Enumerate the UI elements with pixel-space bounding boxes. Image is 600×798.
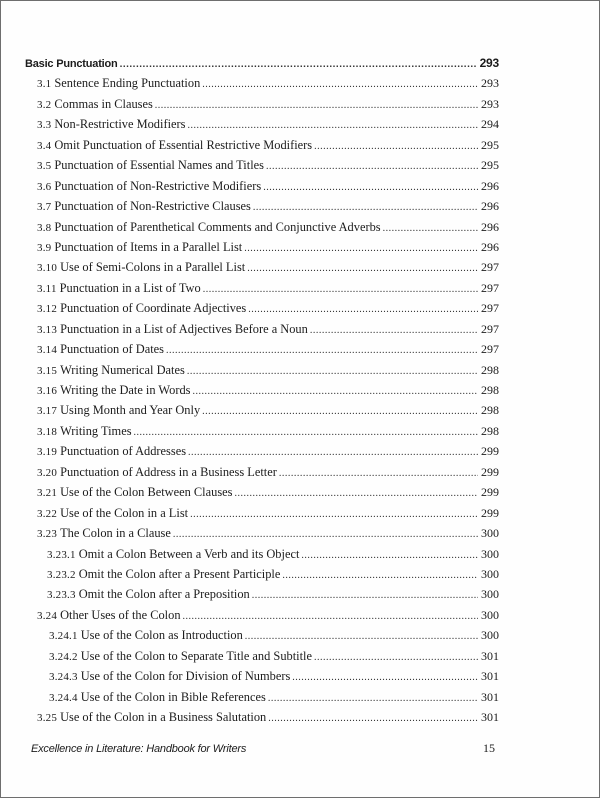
toc-entry-title: Punctuation of Non-Restrictive Clauses <box>54 199 251 214</box>
toc-entry-title: Use of the Colon in Bible References <box>80 689 266 704</box>
toc-entry-number: 3.24.4 <box>49 691 78 704</box>
toc-entry-title: Use of the Colon Between Clauses <box>60 485 233 500</box>
toc-entry[interactable] <box>25 135 499 155</box>
table-of-contents <box>25 53 499 727</box>
toc-entry-page-number: 301 <box>481 710 499 724</box>
toc-entry-title: Punctuation of Essential Names and Titles <box>54 158 264 173</box>
toc-entry[interactable] <box>25 278 499 298</box>
toc-entry-title: Writing Numerical Dates <box>60 362 185 377</box>
toc-entry[interactable] <box>25 155 499 175</box>
dot-leader <box>202 402 478 422</box>
toc-entry-title: Omit a Colon Between a Verb and its Object <box>78 546 300 561</box>
toc-entry[interactable] <box>25 237 499 257</box>
page-footer <box>31 741 495 756</box>
toc-entry-number: 3.21 <box>37 487 58 500</box>
toc-entry[interactable] <box>25 482 499 502</box>
toc-entry-title: Punctuation of Coordinate Adjectives <box>60 301 247 316</box>
toc-entry[interactable] <box>25 687 499 707</box>
toc-entry-number: 3.24 <box>37 609 58 622</box>
toc-entry-number: 3.9 <box>37 241 52 254</box>
dot-leader <box>301 546 478 566</box>
dot-leader <box>244 239 478 259</box>
toc-entry-title: Punctuation of Items in a Parallel List <box>54 239 243 254</box>
dot-leader <box>314 137 478 157</box>
toc-entry[interactable] <box>25 360 499 380</box>
toc-entry-title: Writing Times <box>60 423 132 438</box>
toc-entry-page-number: 297 <box>481 260 499 275</box>
toc-entry-title: Omit the Colon after a Preposition <box>78 587 250 602</box>
toc-entry-title: Omit Punctuation of Essential Restrictive Modifiers <box>54 137 313 152</box>
toc-entry-title: Punctuation of Non-Restrictive Modifiers <box>54 178 262 193</box>
toc-entry[interactable] <box>25 605 499 625</box>
toc-entry-number: 3.12 <box>37 303 58 316</box>
toc-entry-number: 3.2 <box>37 98 52 111</box>
toc-entry-page-number: 300 <box>481 607 499 622</box>
toc-entry-page-number: 299 <box>481 464 499 479</box>
toc-entry[interactable] <box>25 196 499 216</box>
toc-entry-number: 3.11 <box>37 282 57 295</box>
toc-entry-title: Use of the Colon in a List <box>60 505 189 520</box>
toc-entry-number: 3.10 <box>37 262 58 275</box>
toc-entry-page-number: 294 <box>481 117 499 132</box>
dot-leader <box>268 689 478 709</box>
toc-entry-page-number: 297 <box>481 280 499 295</box>
toc-entry-title: Omit the Colon after a Present Participle <box>78 566 281 581</box>
toc-entry-number: 3.23 <box>37 528 58 541</box>
toc-entry-title: Use of Semi-Colons in a Parallel List <box>60 260 246 275</box>
toc-entry-page-number: 301 <box>481 689 499 704</box>
toc-entry-page-number: 300 <box>481 566 499 581</box>
toc-entry-page-number: 300 <box>481 628 499 643</box>
toc-entry-number: 3.22 <box>37 507 58 520</box>
dot-leader <box>263 178 478 198</box>
dot-leader <box>183 607 478 627</box>
dot-leader <box>192 382 478 402</box>
dot-leader <box>202 75 478 95</box>
toc-entry[interactable] <box>25 503 499 523</box>
dot-leader <box>134 423 478 443</box>
toc-entry-number: 3.15 <box>37 364 58 377</box>
toc-entry[interactable] <box>25 176 499 196</box>
toc-entry-page-number: 298 <box>481 403 499 418</box>
toc-entry[interactable] <box>25 544 499 564</box>
toc-entry-title: Punctuation of Address in a Business Letter <box>60 464 277 479</box>
dot-leader <box>187 116 478 136</box>
toc-entry-title: Use of the Colon to Separate Title and Subtitle <box>80 648 312 663</box>
dot-leader <box>245 627 478 647</box>
dot-leader <box>282 566 478 586</box>
toc-entry[interactable] <box>25 380 499 400</box>
dot-leader <box>247 259 478 279</box>
toc-entry[interactable] <box>25 666 499 686</box>
toc-entry-number: 3.14 <box>37 344 58 357</box>
toc-entry-number: 3.24.1 <box>49 630 78 643</box>
toc-entry-number: 3.8 <box>37 221 52 234</box>
toc-entry-page-number: 295 <box>481 137 499 152</box>
toc-entry[interactable] <box>25 584 499 604</box>
toc-entry-page-number: 298 <box>481 362 499 377</box>
toc-entry-page-number: 301 <box>481 669 499 684</box>
toc-entry-page-number: 296 <box>481 199 499 214</box>
dot-leader <box>279 464 478 484</box>
dot-leader <box>173 525 478 545</box>
toc-entry-number: 3.23.3 <box>47 589 76 602</box>
toc-entry[interactable] <box>25 319 499 339</box>
toc-entry-number: 3.25 <box>37 712 58 724</box>
toc-entry[interactable] <box>25 257 499 277</box>
toc-entry-title: Punctuation in a List of Adjectives Before a Noun <box>60 321 308 336</box>
toc-entry-title: Punctuation of Dates <box>60 342 164 357</box>
dot-leader <box>310 321 478 341</box>
toc-entry-page-number: 299 <box>481 444 499 459</box>
toc-entry[interactable] <box>25 400 499 420</box>
toc-entry-number: 3.17 <box>37 405 58 418</box>
toc-entry[interactable] <box>25 94 499 114</box>
toc-entry-page-number: 293 <box>481 96 499 111</box>
toc-entry[interactable] <box>25 646 499 666</box>
toc-entry[interactable] <box>25 73 499 93</box>
section-title: Basic Punctuation <box>25 58 118 70</box>
toc-entry[interactable] <box>25 114 499 134</box>
toc-entry-title: Use of the Colon in a Business Salutation <box>60 710 267 724</box>
toc-entry[interactable] <box>25 339 499 359</box>
toc-entry-title: Other Uses of the Colon <box>60 607 181 622</box>
dot-leader <box>248 300 478 320</box>
toc-entry-page-number: 300 <box>481 587 499 602</box>
dot-leader <box>268 709 478 729</box>
toc-entry-title: Punctuation in a List of Two <box>59 280 201 295</box>
dot-leader <box>383 219 478 239</box>
toc-entry-title: Punctuation of Parenthetical Comments and Conjunctive Adverbs <box>54 219 381 234</box>
toc-entry-page-number: 300 <box>481 546 499 561</box>
toc-entry-number: 3.3 <box>37 119 52 132</box>
toc-entry-page-number: 295 <box>481 158 499 173</box>
toc-entry-number: 3.18 <box>37 425 58 438</box>
toc-entry[interactable] <box>25 707 499 727</box>
toc-entry-number: 3.23.1 <box>47 548 76 561</box>
toc-entry-title: The Colon in a Clause <box>60 526 171 541</box>
toc-entry[interactable] <box>25 523 499 543</box>
toc-entry-number: 3.23.2 <box>47 568 76 581</box>
toc-entry-number: 3.1 <box>37 78 52 91</box>
toc-entry-page-number: 299 <box>481 485 499 500</box>
toc-entry-page-number: 296 <box>481 178 499 193</box>
dot-leader <box>252 586 478 606</box>
toc-entry-page-number: 298 <box>481 423 499 438</box>
dot-leader <box>120 55 477 75</box>
toc-entry-number: 3.24.2 <box>49 650 78 663</box>
toc-section-heading[interactable] <box>25 53 499 73</box>
toc-entry-title: Use of the Colon for Division of Numbers <box>80 669 291 684</box>
toc-entry-page-number: 297 <box>481 342 499 357</box>
dot-leader <box>292 668 478 688</box>
toc-entry-title: Sentence Ending Punctuation <box>54 76 201 91</box>
toc-entry-title: Commas in Clauses <box>54 96 153 111</box>
toc-entry[interactable] <box>25 564 499 584</box>
toc-entry-page-number: 297 <box>481 301 499 316</box>
toc-entry-number: 3.24.3 <box>49 671 78 684</box>
dot-leader <box>155 96 478 116</box>
toc-entry-page-number: 300 <box>481 526 499 541</box>
dot-leader <box>166 341 478 361</box>
dot-leader <box>314 648 478 668</box>
toc-entry-number: 3.16 <box>37 385 58 397</box>
dot-leader <box>234 484 478 504</box>
dot-leader <box>190 505 478 525</box>
toc-entry-page-number: 301 <box>481 648 499 663</box>
toc-entry[interactable] <box>25 298 499 318</box>
toc-entry-number: 3.6 <box>37 180 52 193</box>
dot-leader <box>188 443 478 463</box>
toc-entry-title: Using Month and Year Only <box>60 403 201 418</box>
toc-entry-page-number: 298 <box>481 383 499 397</box>
toc-entry[interactable] <box>25 625 499 645</box>
toc-entry-number: 3.13 <box>37 323 58 336</box>
toc-entry-page-number: 296 <box>481 219 499 234</box>
footer-page-number: 15 <box>483 741 495 755</box>
toc-entry-page-number: 296 <box>481 239 499 254</box>
toc-entry-number: 3.4 <box>37 139 52 152</box>
toc-entry-page-number: 297 <box>481 321 499 336</box>
toc-entry-title: Use of the Colon as Introduction <box>80 628 243 643</box>
footer-book-title: Excellence in Literature: Handbook for Writers <box>31 743 247 755</box>
section-page-number: 293 <box>479 56 499 70</box>
toc-entry[interactable] <box>25 421 499 441</box>
toc-entry[interactable] <box>25 462 499 482</box>
toc-entry-title: Writing the Date in Words <box>60 383 191 397</box>
toc-entry-number: 3.5 <box>37 160 52 173</box>
toc-entry-number: 3.7 <box>37 201 52 214</box>
toc-entry-number: 3.19 <box>37 446 58 459</box>
dot-leader <box>187 362 478 382</box>
toc-entry-title: Punctuation of Addresses <box>60 444 187 459</box>
toc-entry-page-number: 293 <box>481 76 499 91</box>
dot-leader <box>266 157 478 177</box>
toc-entry[interactable] <box>25 217 499 237</box>
toc-entry[interactable] <box>25 441 499 461</box>
toc-entry-page-number: 299 <box>481 505 499 520</box>
toc-entry-number: 3.20 <box>37 466 58 479</box>
dot-leader <box>253 198 478 218</box>
dot-leader <box>203 280 478 300</box>
toc-entry-title: Non-Restrictive Modifiers <box>54 117 186 132</box>
